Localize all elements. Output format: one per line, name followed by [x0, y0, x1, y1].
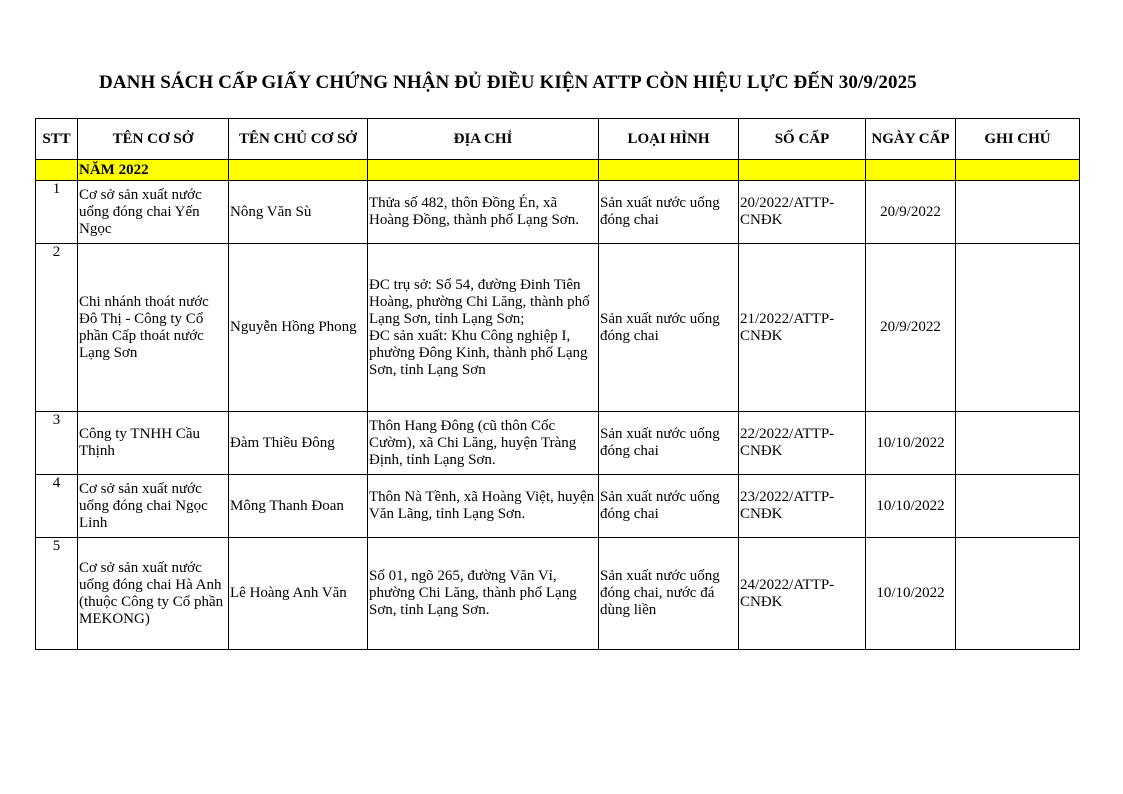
header-stt: STT: [36, 119, 78, 160]
row-ten-chu-co-so: Mông Thanh Đoan: [229, 475, 368, 538]
document-title: DANH SÁCH CẤP GIẤY CHỨNG NHẬN ĐỦ ĐIỀU KIỆN ATTP CÒN HIỆU LỰC ĐẾN 30/9/2025: [99, 72, 917, 93]
header-ngay-cap: NGÀY CẤP: [866, 119, 956, 160]
year-label: NĂM 2022: [78, 160, 229, 181]
row-stt: 1: [36, 181, 78, 244]
row-ten-co-so: Cơ sở sản xuất nước uống đóng chai Yến Ngọc: [78, 181, 229, 244]
row-stt: 3: [36, 412, 78, 475]
table-row: [36, 538, 1080, 650]
row-ten-co-so: Cơ sở sản xuất nước uống đóng chai Ngọc Linh: [78, 475, 229, 538]
header-ten-co-so: TÊN CƠ SỞ: [78, 119, 229, 160]
row-stt: 5: [36, 538, 78, 650]
row-ghi-chu: [956, 538, 1080, 650]
row-so-cap: 21/2022/ATTP-CNĐK: [739, 244, 866, 412]
row-dia-chi: Thửa số 482, thôn Đồng Én, xã Hoàng Đồng, thành phố Lạng Sơn.: [368, 181, 599, 244]
row-ngay-cap: 20/9/2022: [866, 181, 956, 244]
row-so-cap: 20/2022/ATTP-CNĐK: [739, 181, 866, 244]
row-dia-chi: Thôn Nà Tềnh, xã Hoàng Việt, huyện Văn Lãng, tỉnh Lạng Sơn.: [368, 475, 599, 538]
header-ten-chu-co-so: TÊN CHỦ CƠ SỞ: [229, 119, 368, 160]
row-ghi-chu: [956, 181, 1080, 244]
header-so-cap: SỐ CẤP: [739, 119, 866, 160]
table-row: [36, 412, 1080, 475]
row-ngay-cap: 10/10/2022: [866, 475, 956, 538]
row-loai-hinh: Sản xuất nước uống đóng chai: [599, 475, 739, 538]
header-dia-chi: ĐỊA CHỈ: [368, 119, 599, 160]
row-ngay-cap: 10/10/2022: [866, 538, 956, 650]
row-ten-co-so: Công ty TNHH Cầu Thịnh: [78, 412, 229, 475]
row-so-cap: 24/2022/ATTP-CNĐK: [739, 538, 866, 650]
row-stt: 2: [36, 244, 78, 412]
row-ghi-chu: [956, 475, 1080, 538]
row-loai-hinh: Sản xuất nước uống đóng chai, nước đá dùng liền: [599, 538, 739, 650]
row-loai-hinh: Sản xuất nước uống đóng chai: [599, 412, 739, 475]
row-dia-chi: ĐC trụ sở: Số 54, đường Đinh Tiên Hoàng, phường Chi Lăng, thành phố Lạng Sơn, tỉnh Lạng Sơn; ĐC sản xuất: Khu Công nghiệp I, phường Đông Kinh, thành phố Lạng Sơn, tỉnh Lạng Sơn: [368, 244, 599, 412]
row-dia-chi: Số 01, ngõ 265, đường Văn Vỉ, phường Chi Lăng, thành phố Lạng Sơn, tỉnh Lạng Sơn.: [368, 538, 599, 650]
row-ten-co-so: Cơ sở sản xuất nước uống đóng chai Hà Anh (thuộc Công ty Cổ phần MEKONG): [78, 538, 229, 650]
table-row: [36, 475, 1080, 538]
row-ten-chu-co-so: Nông Văn Sù: [229, 181, 368, 244]
row-ten-chu-co-so: Đàm Thiều Đông: [229, 412, 368, 475]
year-row: [36, 160, 1080, 181]
row-ten-chu-co-so: Lê Hoàng Anh Văn: [229, 538, 368, 650]
row-so-cap: 22/2022/ATTP-CNĐK: [739, 412, 866, 475]
row-so-cap: 23/2022/ATTP-CNĐK: [739, 475, 866, 538]
row-stt: 4: [36, 475, 78, 538]
row-ten-chu-co-so: Nguyễn Hồng Phong: [229, 244, 368, 412]
row-ten-co-so: Chi nhánh thoát nước Đô Thị - Công ty Cổ phần Cấp thoát nước Lạng Sơn: [78, 244, 229, 412]
row-dia-chi: Thôn Hang Đông (cũ thôn Cốc Cườm), xã Chi Lăng, huyện Tràng Định, tỉnh Lạng Sơn.: [368, 412, 599, 475]
row-ghi-chu: [956, 244, 1080, 412]
table-row: [36, 181, 1080, 244]
header-loai-hinh: LOẠI HÌNH: [599, 119, 739, 160]
row-loai-hinh: Sản xuất nước uống đóng chai: [599, 244, 739, 412]
header-row: [36, 119, 1080, 160]
row-ghi-chu: [956, 412, 1080, 475]
row-ngay-cap: 20/9/2022: [866, 244, 956, 412]
row-loai-hinh: Sản xuất nước uống đóng chai: [599, 181, 739, 244]
table-row: [36, 244, 1080, 412]
header-ghi-chu: GHI CHÚ: [956, 119, 1080, 160]
row-ngay-cap: 10/10/2022: [866, 412, 956, 475]
certificate-table: [35, 118, 1080, 650]
